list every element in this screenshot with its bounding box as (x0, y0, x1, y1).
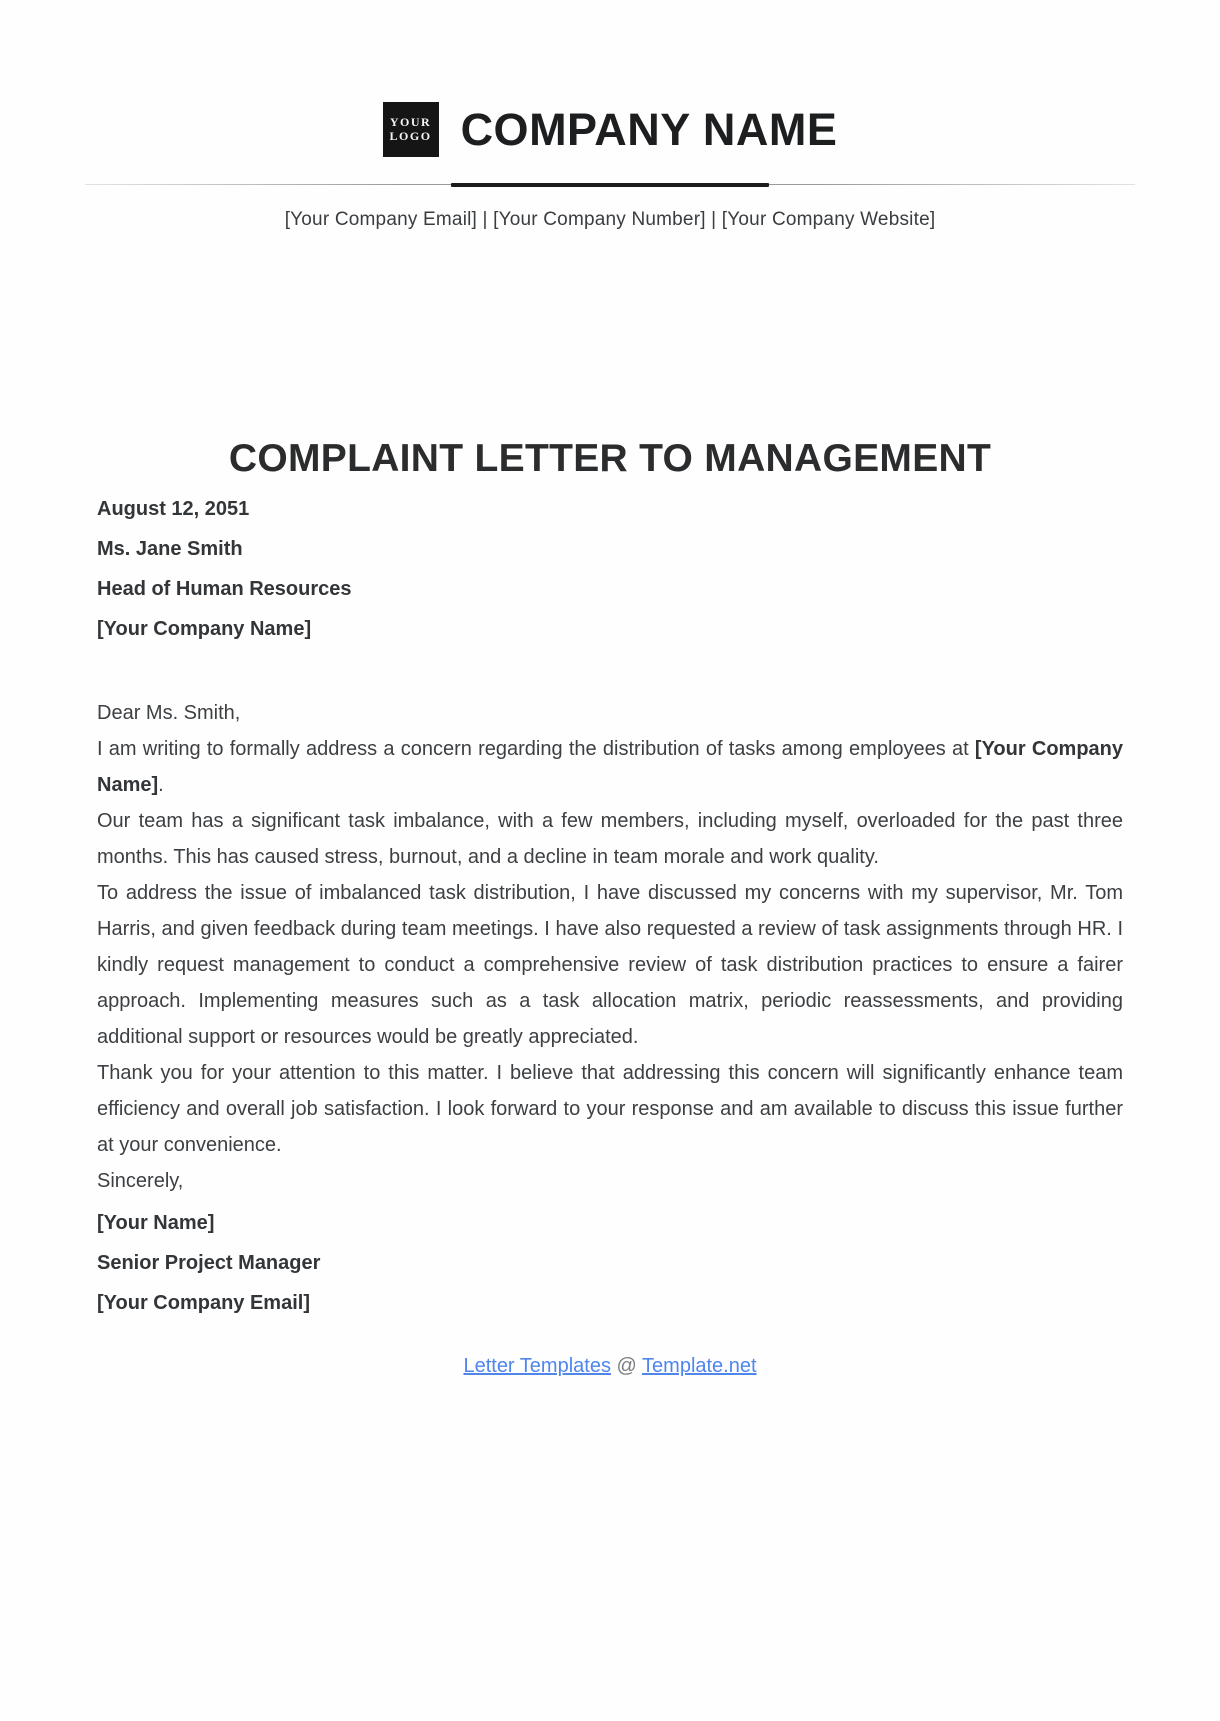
letter-meta-block (97, 489, 1123, 649)
company-name: COMPANY NAME (460, 103, 838, 155)
paragraph-actions-request: To address the issue of imbalanced task distribution, I have discussed my concerns with my supervisor, Mr. Tom Harris, and given feedback during team meetings. I have also requested a review of task assignments through HR. I kindly request management to conduct a comprehensive review of task distribution practices to ensure a fairer approach. Implementing measures such as a task allocation matrix, periodic reassessments, and providing additional support or resources would be greatly appreciated. (97, 882, 1123, 1048)
logo-text-line1: YOUR (389, 114, 432, 129)
paragraph-intro-period: . (158, 774, 164, 796)
closing: Sincerely, (97, 1170, 184, 1192)
letter-body (97, 695, 1123, 1199)
recipient-name: Ms. Jane Smith (97, 538, 243, 560)
logo-text-line2: LOGO (389, 128, 432, 143)
header-divider (97, 183, 1123, 187)
paragraph-imbalance: Our team has a significant task imbalance, with a few members, including myself, overloaded for the past three months. This has caused stress, burnout, and a decline in team morale and work quality. (97, 810, 1123, 868)
footer-separator: @ (616, 1355, 637, 1377)
template-net-link[interactable]: Template.net (642, 1355, 757, 1377)
company-contact-line: [Your Company Email] | [Your Company Number] | [Your Company Website] (284, 209, 936, 230)
paragraph-intro-bold-company: [Your Company Name] (97, 738, 1123, 796)
signature-title: Senior Project Manager (97, 1252, 321, 1274)
letter-templates-link[interactable]: Letter Templates (463, 1355, 611, 1377)
signature-email: [Your Company Email] (97, 1292, 310, 1314)
letter-date: August 12, 2051 (97, 498, 250, 520)
paragraph-intro (97, 731, 1123, 803)
paragraph-intro-text: I am writing to formally address a concern regarding the distribution of tasks among employees at (97, 738, 975, 760)
letter-title: COMPLAINT LETTER TO MANAGEMENT (228, 437, 992, 480)
signature-block (97, 1203, 1123, 1323)
divider-accent-bar (451, 183, 769, 187)
footer-credit (97, 1355, 1123, 1378)
recipient-title: Head of Human Resources (97, 578, 352, 600)
header-brand (97, 102, 1123, 157)
recipient-company: [Your Company Name] (97, 618, 312, 640)
salutation: Dear Ms. Smith, (97, 702, 241, 724)
paragraph-thanks: Thank you for your attention to this matter. I believe that addressing this concern will significantly enhance team efficiency and overall job satisfaction. I look forward to your response and am available to discuss this issue further at your convenience. (97, 1062, 1123, 1156)
company-logo (383, 102, 439, 157)
signature-name: [Your Name] (97, 1212, 215, 1234)
